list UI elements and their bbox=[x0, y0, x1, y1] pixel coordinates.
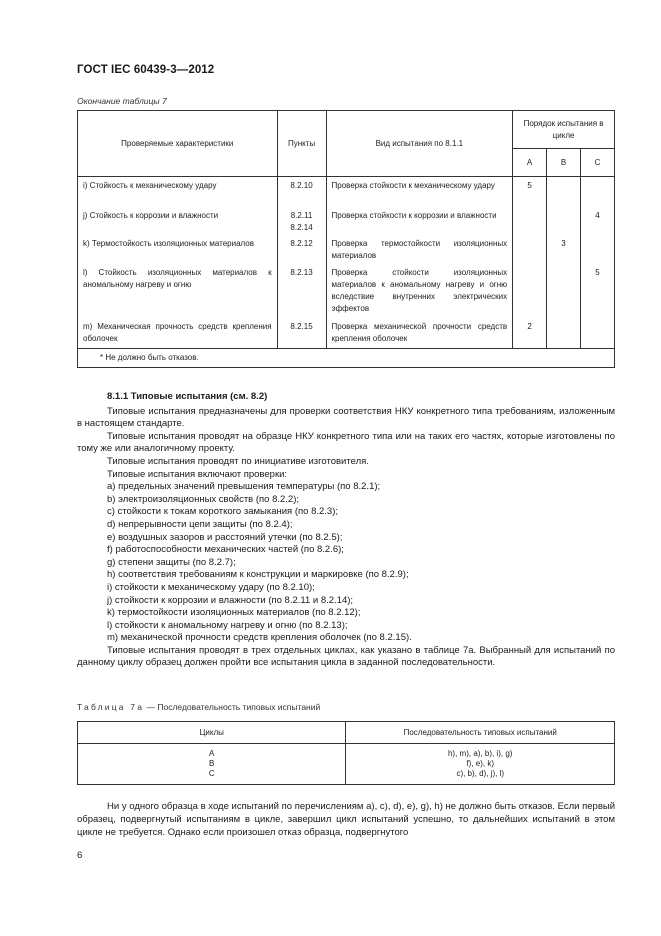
header-cycle-a: А bbox=[513, 149, 547, 177]
row-test: Проверка стойкости к механическому удару bbox=[326, 177, 513, 207]
table-row bbox=[78, 177, 615, 207]
row-clause: 8.2.11 8.2.14 bbox=[277, 207, 326, 235]
row-order-c: 5 bbox=[581, 264, 615, 318]
row-order-a: 2 bbox=[513, 318, 547, 349]
header-sequence: Последовательность типовых испытаний bbox=[346, 722, 615, 744]
table-row bbox=[78, 264, 615, 318]
list-item: i) стойкости к механическому удару (по 8.2.10); bbox=[107, 581, 315, 593]
row-clause: 8.2.10 bbox=[277, 177, 326, 207]
list-item: e) воздушных зазоров и расстояний утечки (по 8.2.5); bbox=[107, 531, 343, 543]
row-clause: 8.2.13 bbox=[277, 264, 326, 318]
row-order-b bbox=[547, 264, 581, 318]
sequences-cell bbox=[346, 744, 615, 785]
list-item: h) соответствия требованиям к конструкции и маркировке (по 8.2.9); bbox=[107, 569, 409, 581]
row-order-b bbox=[547, 177, 581, 207]
list-item: j) стойкости к коррозии и влажности (по 8.2.11 и 8.2.14); bbox=[107, 594, 354, 606]
cycles-cell bbox=[78, 744, 346, 785]
row-characteristic: j) Стойкость к коррозии и влажности bbox=[78, 207, 278, 235]
header-clauses: Пункты bbox=[277, 111, 326, 177]
list-item: d) непрерывности цепи защиты (по 8.2.4); bbox=[107, 518, 293, 530]
cycle-label: А bbox=[209, 749, 215, 758]
row-test: Проверка стойкости к коррозии и влажности bbox=[326, 207, 513, 235]
paragraph: Типовые испытания проводят по инициативе изготовителя. bbox=[107, 455, 369, 467]
list-item: b) электроизоляционных свойств (по 8.2.2); bbox=[107, 493, 300, 505]
table7a-caption-label: Таблица 7а bbox=[77, 702, 145, 712]
list-item: m) механической прочности средств крепления оболочек (по 8.2.15). bbox=[107, 632, 412, 644]
list-item: l) стойкости к аномальному нагреву и огню (по 8.2.13); bbox=[107, 619, 348, 631]
list-item: f) работоспособности механических частей (по 8.2.6); bbox=[107, 544, 344, 556]
table-7a bbox=[77, 721, 615, 785]
list-item: a) предельных значений превышения температуры (по 8.2.1); bbox=[107, 481, 381, 493]
row-test: Проверка термостойкости изоляционных материалов bbox=[326, 235, 513, 264]
header-cycle-c: С bbox=[581, 149, 615, 177]
row-order-a bbox=[513, 264, 547, 318]
table7a-caption bbox=[77, 702, 320, 712]
row-order-c: 4 bbox=[581, 207, 615, 235]
document-header: ГОСТ IEC 60439-3—2012 bbox=[77, 64, 215, 76]
cycle-sequence: f), e), k) bbox=[466, 759, 494, 768]
paragraph: Ни у одного образца в ходе испытаний по перечислениям a), c), d), e), g), h) не должно быть отказов. Если первый образец, подвергнутый испытаниям в цикле, завершил цикл испытаний успешно, то дальнейших испытаний в этом цикле не требуется. Однако если произошел отказ образца, подвергнутого bbox=[77, 801, 615, 838]
table7a-caption-title: — Последовательность типовых испытаний bbox=[144, 702, 321, 712]
row-order-c bbox=[581, 177, 615, 207]
row-characteristic: i) Стойкость к механическому удару bbox=[78, 177, 278, 207]
paragraph: Типовые испытания включают проверки: bbox=[107, 468, 288, 480]
paragraph: Типовые испытания проводят на образце НКУ конкретного типа или на таких его частях, которые изготовлены по тому же или аналогичному проекту. bbox=[77, 430, 615, 455]
row-clause: 8.2.15 bbox=[277, 318, 326, 349]
table-row bbox=[78, 318, 615, 349]
cycle-sequence: h), m), a), b), i), g) bbox=[447, 749, 513, 758]
page-number: 6 bbox=[77, 850, 83, 861]
cycle-label: В bbox=[209, 759, 215, 768]
row-characteristic: l) Стойкость изоляционных материалов к аномальному нагреву и огню bbox=[78, 264, 278, 318]
row-order-a bbox=[513, 207, 547, 235]
row-order-a: 5 bbox=[513, 177, 547, 207]
paragraph: Типовые испытания предназначены для проверки соответствия НКУ конкретного типа требованиям, изложенным в настоящем стандарте. bbox=[77, 405, 615, 430]
header-order: Порядок испытания в цикле bbox=[513, 111, 615, 149]
row-characteristic: k) Термостойкость изоляционных материалов bbox=[78, 235, 278, 264]
section-8-1-1 bbox=[77, 391, 615, 670]
list-item: c) стойкости к токам короткого замыкания (по 8.2.3); bbox=[107, 506, 339, 518]
list-item: k) термостойкости изоляционных материалов (по 8.2.12); bbox=[107, 607, 361, 619]
header-cycles: Циклы bbox=[78, 722, 346, 744]
row-order-c bbox=[581, 318, 615, 349]
table-row bbox=[78, 235, 615, 264]
header-test-type: Вид испытания по 8.1.1 bbox=[326, 111, 513, 177]
row-order-a bbox=[513, 235, 547, 264]
row-test: Проверка механической прочности средств крепления оболочек bbox=[326, 318, 513, 349]
list-item: g) степени защиты (по 8.2.7); bbox=[107, 556, 236, 568]
header-characteristic: Проверяемые характеристики bbox=[78, 111, 278, 177]
table-note-row bbox=[78, 348, 615, 367]
row-characteristic: m) Механическая прочность средств крепления оболочек bbox=[78, 318, 278, 349]
row-test: Проверка стойкости изоляционных материалов к аномальному нагреву и огню вследствие внутренних электрических эффектов bbox=[326, 264, 513, 318]
row-order-b: 3 bbox=[547, 235, 581, 264]
cycle-label: С bbox=[208, 769, 215, 778]
table7-caption: Окончание таблицы 7 bbox=[77, 96, 167, 106]
table-note: * Не должно быть отказов. bbox=[78, 348, 615, 367]
row-order-b bbox=[547, 318, 581, 349]
table-row bbox=[78, 207, 615, 235]
paragraph: Типовые испытания проводят в трех отдельных циклах, как указано в таблице 7а. Выбранный для испытаний по данному циклу образец должен пройти все испытания цикла в заданной последовательности. bbox=[77, 644, 615, 669]
header-cycle-b: В bbox=[547, 149, 581, 177]
cycle-sequence: c), b), d), j), l) bbox=[456, 769, 504, 778]
closing-paragraph bbox=[77, 800, 615, 839]
row-order-c bbox=[581, 235, 615, 264]
section-heading: 8.1.1 Типовые испытания (см. 8.2) bbox=[107, 391, 268, 402]
row-clause: 8.2.12 bbox=[277, 235, 326, 264]
row-order-b bbox=[547, 207, 581, 235]
table-7 bbox=[77, 110, 615, 368]
